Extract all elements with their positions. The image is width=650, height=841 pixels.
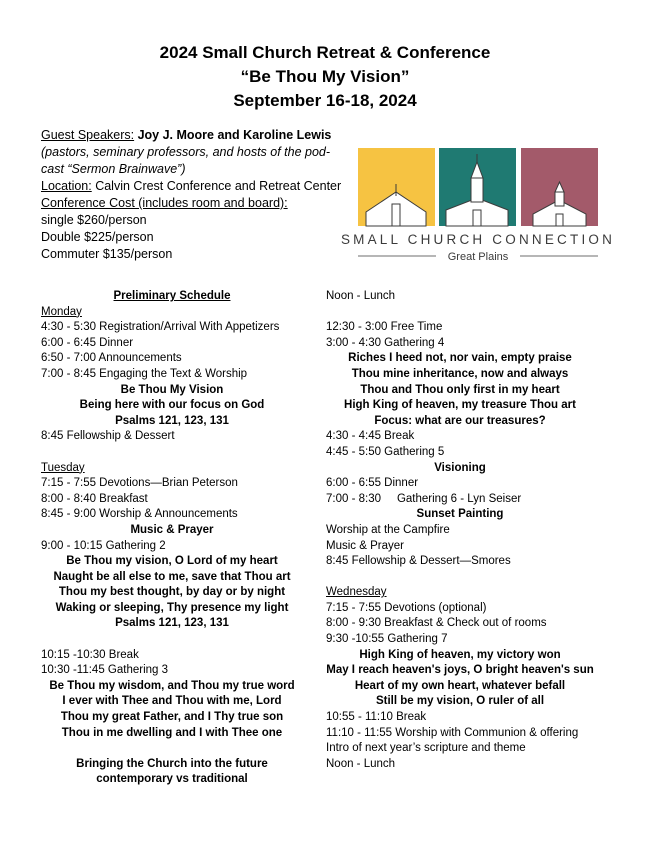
schedule-item: Worship at the Campfire: [326, 523, 450, 536]
schedule-item: 4:30 - 5:30 Registration/Arrival With Appetizers: [41, 321, 280, 334]
schedule-column-right: [326, 289, 594, 772]
schedule-item: 6:50 - 7:00 Announcements: [41, 352, 182, 365]
hymn-verse-line: Thou mine inheritance, now and always: [351, 367, 569, 380]
schedule-item: 6:00 - 6:45 Dinner: [41, 336, 134, 349]
cost-label: Conference Cost (includes room and board):: [41, 196, 288, 210]
speakers-description-2: cast “Sermon Brainwave”): [41, 162, 186, 176]
hymn-verse-line: High King of heaven, my victory won: [359, 648, 561, 661]
speakers-line: [41, 127, 351, 144]
schedule-item: Intro of next year’s scripture and theme: [326, 742, 526, 755]
speakers-names: Joy J. Moore and Karoline Lewis: [134, 128, 332, 142]
hymn-verse-line: Heart of my own heart, whatever befall: [354, 679, 566, 692]
schedule-item: 9:00 - 10:15 Gathering 2: [41, 539, 166, 552]
schedule-item: 8:45 - 9:00 Worship & Announcements: [41, 508, 238, 521]
speakers-description-1: (pastors, seminary professors, and hosts of the pod-: [41, 145, 331, 159]
hymn-verse-line: Be Thou my vision, O Lord of my heart: [66, 555, 278, 568]
schedule-highlight: Music & Prayer: [130, 523, 214, 536]
schedule-item: 8:00 - 9:30 Breakfast & Check out of rooms: [326, 617, 547, 630]
cost-single: single $260/person: [41, 213, 147, 227]
hymn-verse-line: Be Thou my wisdom, and Thou my true word: [49, 679, 295, 692]
schedule-item: Noon - Lunch: [326, 757, 396, 770]
schedule-item: 8:00 - 8:40 Breakfast: [41, 492, 148, 505]
location-label: Location:: [41, 179, 92, 193]
schedule-item: 8:45 Fellowship & Dessert—Smores: [326, 555, 511, 568]
hymn-verse-line: Still be my vision, O ruler of all: [375, 695, 545, 708]
monday-label: Monday: [41, 305, 82, 318]
schedule-item: 10:55 - 11:10 Break: [326, 711, 427, 724]
schedule-item: 7:00 - 8:30 Gathering 6 - Lyn Seiser: [326, 492, 522, 505]
hymn-verse-line: Thou my best thought, by day or by night: [58, 586, 286, 599]
hymn-verse-line: May I reach heaven's joys, O bright heaven's sun: [326, 664, 594, 677]
schedule-item: 6:00 - 6:55 Dinner: [326, 477, 419, 490]
schedule-item: 10:30 -11:45 Gathering 3: [41, 664, 169, 677]
logo-subtitle: Great Plains: [447, 251, 509, 263]
schedule-item: 12:30 - 3:00 Free Time: [326, 321, 443, 334]
schedule-column-left: [41, 289, 303, 788]
cost-commuter: Commuter $135/person: [41, 247, 173, 261]
schedule-item: 10:15 -10:30 Break: [41, 648, 139, 661]
event-info: [41, 127, 351, 263]
schedule-highlight: Bringing the Church into the future: [76, 757, 268, 770]
hymn-verse-line: Waking or sleeping, Thy presence my light: [55, 601, 289, 614]
schedule-highlight: contemporary vs traditional: [96, 773, 248, 786]
schedule-heading: Preliminary Schedule: [113, 290, 231, 302]
location-value: Calvin Crest Conference and Retreat Center: [91, 179, 342, 193]
schedule-highlight: Being here with our focus on God: [79, 399, 265, 412]
hymn-verse-line: Psalms 121, 123, 131: [115, 617, 229, 630]
page-title: 2024 Small Church Retreat & Conference: [159, 43, 491, 62]
schedule-item: Noon - Lunch: [326, 290, 396, 302]
hymn-verse-line: Focus: what are our treasures?: [374, 414, 546, 427]
hymn-verse-line: Naught be all else to me, save that Thou art: [53, 570, 291, 583]
location-line: [41, 178, 351, 195]
logo-title: SMALL CHURCH CONNECTION: [340, 232, 616, 247]
schedule-item: 4:30 - 4:45 Break: [326, 430, 415, 443]
event-dates: September 16-18, 2024: [233, 91, 417, 110]
theme-title: “Be Thou My Vision”: [240, 67, 410, 86]
schedule-item: 9:30 -10:55 Gathering 7: [326, 633, 448, 646]
wednesday-label: Wednesday: [326, 586, 387, 599]
cost-double: Double $225/person: [41, 230, 154, 244]
speakers-label: Guest Speakers:: [41, 128, 135, 142]
schedule-highlight: Be Thou My Vision: [120, 383, 224, 396]
hymn-verse-line: Thou my great Father, and I Thy true son: [60, 711, 284, 724]
hymn-verse-line: I ever with Thee and Thou with me, Lord: [62, 695, 282, 708]
schedule-item: 7:15 - 7:55 Devotions—Brian Peterson: [41, 477, 238, 490]
schedule-item: 4:45 - 5:50 Gathering 5: [326, 445, 445, 458]
hymn-verse-line: Thou in me dwelling and I with Thee one: [61, 726, 283, 739]
hymn-verse-line: Riches I heed not, nor vain, empty praise: [348, 352, 572, 365]
small-church-connection-logo: [340, 148, 616, 264]
hymn-verse-line: High King of heaven, my treasure Thou art: [344, 399, 576, 412]
schedule-item: 7:15 - 7:55 Devotions (optional): [326, 601, 487, 614]
schedule-item: 8:45 Fellowship & Dessert: [41, 430, 175, 443]
schedule-item: 7:00 - 8:45 Engaging the Text & Worship: [41, 367, 248, 380]
schedule-highlight: Psalms 121, 123, 131: [115, 414, 229, 427]
schedule-item: 3:00 - 4:30 Gathering 4: [326, 336, 445, 349]
schedule-item: Music & Prayer: [326, 539, 404, 552]
schedule-highlight: Visioning: [434, 461, 486, 474]
hymn-verse-line: Thou and Thou only first in my heart: [360, 383, 560, 396]
tuesday-label: Tuesday: [41, 461, 85, 474]
schedule-item: 11:10 - 11:55 Worship with Communion & offering: [326, 726, 579, 739]
schedule-highlight: Sunset Painting: [416, 508, 504, 521]
